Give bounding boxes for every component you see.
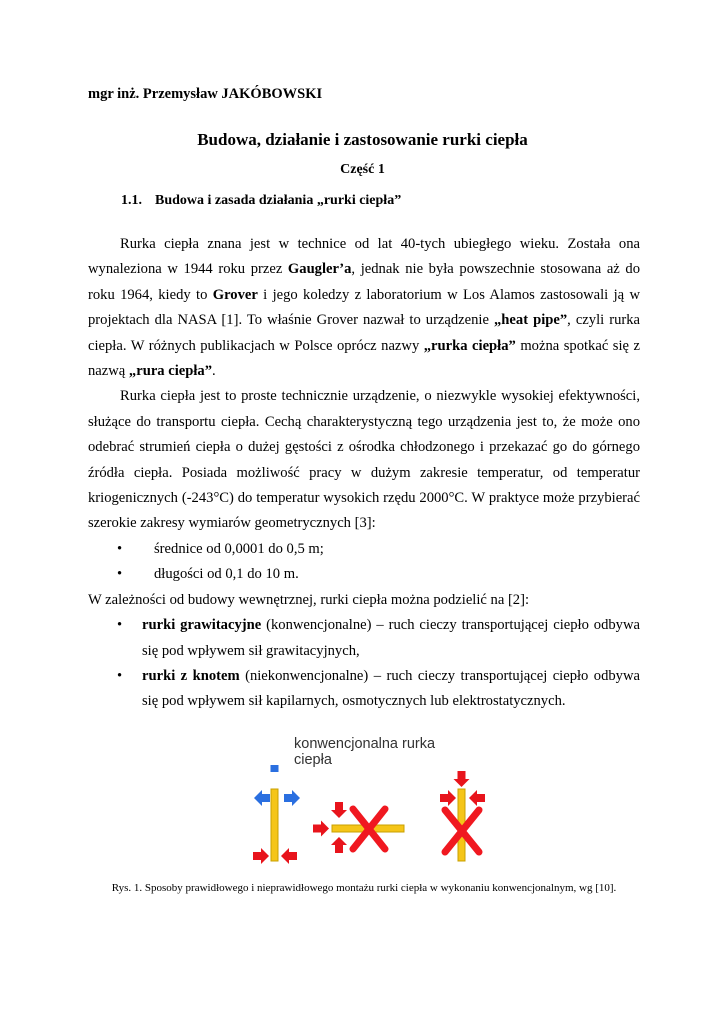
- arrow-up-icon: [267, 765, 283, 772]
- arrow-left-icon: [254, 790, 270, 806]
- bullet: •: [117, 617, 123, 634]
- author-name: mgr inż. Przemysław JAKÓBOWSKI: [88, 86, 323, 102]
- bold-term: „rurka ciepła”: [423, 337, 516, 354]
- bold-term: rurki grawitacyjne: [142, 617, 262, 634]
- text-run: , czyli rurka ciepła. W różnych publikacjach w Polsce oprócz nazwy: [88, 312, 640, 354]
- bullet: •: [117, 540, 123, 557]
- list-item: [88, 562, 640, 587]
- heat-pipe-figure: [240, 765, 500, 873]
- arrow-right-icon: [440, 790, 456, 806]
- document-title: Budowa, działanie i zastosowanie rurki ciepła: [197, 130, 528, 149]
- list-item-text: (konwencjonalne) – ruch cieczy transportującej ciepło odbywa się pod wpływem sił grawitacyjnych,: [142, 617, 640, 659]
- figure-caption: Rys. 1. Sposoby prawidłowego i nieprawidłowego montażu rurki ciepła w wykonaniu konwencjonalnym, wg [10].: [111, 882, 617, 894]
- list-item-text: średnice od 0,0001 do 0,5 m;: [154, 540, 324, 557]
- arrow-left-icon: [469, 790, 485, 806]
- arrow-right-icon: [284, 790, 300, 806]
- part-label: Część 1: [340, 162, 385, 177]
- text-run: i jego koledzy z laboratorium w Los Alamos zastosowali ją w projektach dla NASA [1]. To właśnie Grover nazwał to urządzenie: [88, 286, 640, 329]
- bullet: •: [117, 667, 123, 684]
- incorrect-inverted-pipe: [440, 771, 485, 861]
- figure-label: konwencjonalna rurka ciepła: [294, 736, 436, 768]
- bold-term: rurki z knotem: [142, 667, 240, 684]
- bold-term: „heat pipe”: [494, 312, 568, 329]
- body-text: [88, 232, 640, 715]
- dimensions-list: [88, 537, 640, 588]
- list-item: [88, 664, 640, 715]
- arrow-down-icon: [454, 771, 470, 787]
- correct-vertical-pipe: [253, 765, 300, 864]
- text-run: .: [212, 363, 216, 380]
- types-list: [88, 613, 640, 715]
- text-run: , jednak nie była powszechnie stosowana aż do roku 1964, kiedy to: [88, 261, 640, 303]
- paragraph-1: [88, 232, 640, 384]
- arrow-up-icon: [331, 837, 347, 853]
- text-run: Rurka ciepła znana jest w technice od lat 40-tych ubiegłego wieku. Została ona wynaleziona w 1944 roku przez: [88, 236, 640, 278]
- paragraph-2: Rurka ciepła jest to proste technicznie urządzenie, o niezwykle wysokiej efektywności, służące do transportu ciepła. Cechą charakterystyczną tego urządzenia jest to, że może ono odebrać strumień ciepła o dużej gęstości z ośrodka chłodzonego i przekazać go do górnego źródła ciepła. Posiada możliwość pracy w dużym zakresie temperatur, od temperatur kriogenicznych (-243°C) do temperatur wysokich rzędu 2000°C. W praktyce może przybierać szerokie zakresy wymiarów geometrycznych [3]:: [88, 388, 640, 532]
- arrow-right-icon: [313, 821, 329, 837]
- text-run: można spotkać się z nazwą: [88, 337, 640, 380]
- arrow-down-icon: [331, 802, 347, 818]
- list-item-text: długości od 0,1 do 10 m.: [154, 566, 299, 583]
- incorrect-horizontal-pipe: [313, 802, 404, 853]
- pipe: [271, 789, 278, 861]
- arrow-left-icon: [281, 848, 297, 864]
- bold-term: Gaugler’a: [287, 261, 352, 278]
- arrow-right-icon: [253, 848, 269, 864]
- bold-term: „rura ciepła”: [128, 363, 213, 380]
- list-item: [88, 537, 640, 562]
- list-item: [88, 613, 640, 664]
- bullet: •: [117, 566, 123, 583]
- section-number: 1.1.: [121, 193, 142, 208]
- paragraph-3: W zależności od budowy wewnętrznej, rurki ciepła można podzielić na [2]:: [88, 591, 530, 608]
- bold-term: Grover: [212, 286, 258, 303]
- list-item-text: (niekonwencjonalne) – ruch cieczy transportującej ciepło odbywa się pod wpływem sił kapilarnych, osmotycznych lub elektrostatycznych.: [142, 667, 640, 710]
- section-title: Budowa i zasada działania „rurki ciepła”: [155, 193, 402, 208]
- section-heading: [121, 193, 401, 209]
